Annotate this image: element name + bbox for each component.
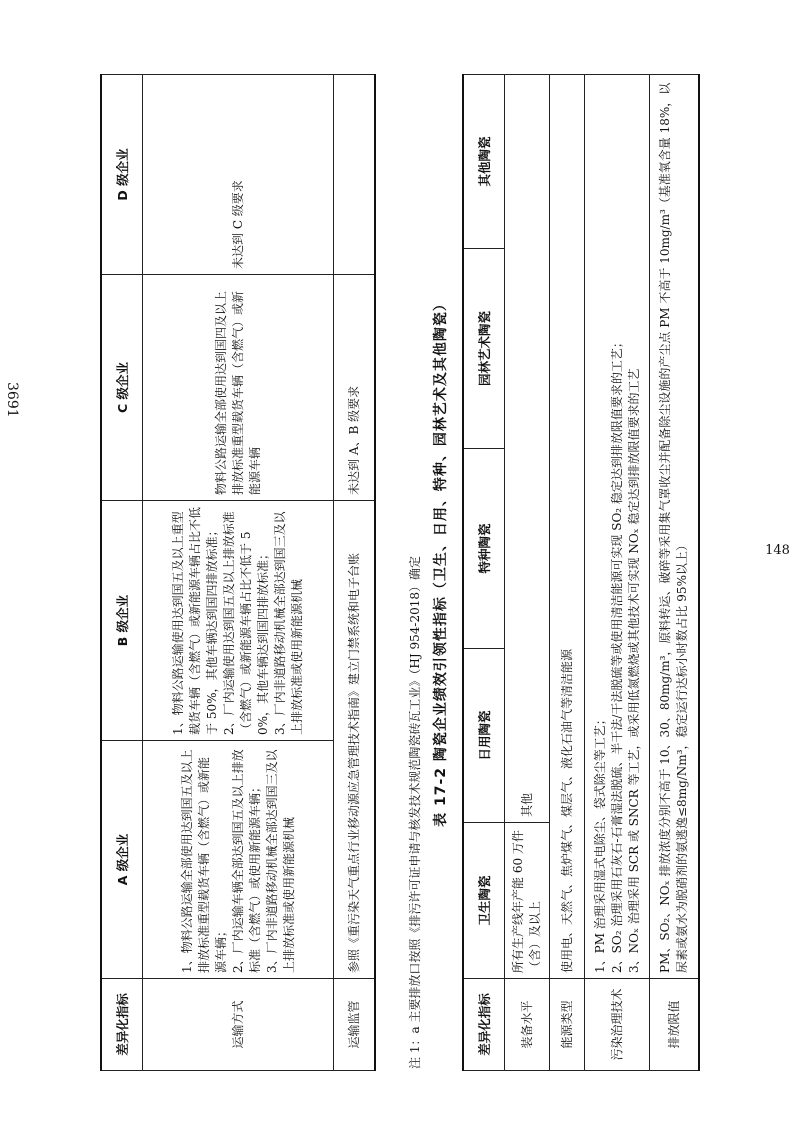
cell-c-supervision: 未达到 A、B 级要求 [334, 275, 376, 501]
table-row [650, 75, 700, 1071]
row-label-energy: 能源类型 [550, 979, 585, 1071]
table-row [334, 75, 376, 1071]
row-label-transport-mode: 运输方式 [143, 979, 334, 1071]
table1-header-c: C 级企业 [101, 275, 143, 501]
table2-header-garden: 园林艺术陶瓷 [463, 249, 505, 449]
row-label-pollution-tech: 污染治理技术 [585, 979, 650, 1071]
cell-emission-limit: PM、SO₂、NOₓ 排放浓度分别不高于 10、30、80mg/m³，原料转运、破碎等采用集气罩收尘并配备除尘设施的产尘点 PM 不高于 10mg/m³（基准氧含量 18%，以尿素或氨水为脱硝剂的氨逃逸≤8mg/Nm³，稳定运行达标小时数占比 95%以上） [650, 75, 700, 979]
table2-header-daily: 日用陶瓷 [463, 649, 505, 823]
page-number-left: 3691 [4, 382, 20, 418]
table1-note: 注 1：a 主要排放口按照《排污许可证申请与核发技术规范陶瓷砖瓦工业》（HJ 954-2018）确定 [408, 555, 422, 1069]
cell-a-transport: 1、物料公路运输全部使用达到国五及以上排放标准重型载货车辆（含燃气）或新能源车辆； 2、厂内运输车辆全部达到国五及以上排放标准（含燃气）或使用新能源车辆； 3、厂内非道路移动机械全部达到国三及以上排放标准或使用新能源机械 [143, 741, 334, 979]
table-row [505, 75, 550, 1071]
table1-header-b: B 级企业 [101, 501, 143, 741]
table1-header-d: D 级企业 [101, 75, 143, 275]
table2-title: 表 17-2 陶瓷企业绩效引领性指标（卫生、日用、特种、园林艺术及其他陶瓷） [433, 296, 449, 827]
table-leading-indicators [462, 74, 700, 1071]
table1-header-row [101, 75, 143, 1071]
table2-header-other: 其他陶瓷 [463, 75, 505, 249]
table-transport [100, 74, 376, 1071]
cell-equipment-others: 其他 [505, 75, 550, 823]
table1-header-a: A 级企业 [101, 741, 143, 979]
table-row [550, 75, 585, 1071]
cell-b-transport: 1、物料公路运输使用达到国五及以上重型载货车辆（含燃气）或新能源车辆占比不低于 50%，其他车辆达到国四排放标准； 2、厂内运输使用达到国五及以上排放标准（含燃气）或新能源车辆占比不低于 50%，其他车辆达到国四排放标准； 3、厂内非道路移动机械全部达到国三及以上排放标准或使用新能源机械 [143, 501, 334, 741]
table2-header-special: 特种陶瓷 [463, 449, 505, 649]
row-label-transport-supervision: 运输监管 [334, 979, 376, 1071]
page-number-bottom: 148 [765, 543, 790, 559]
table2-header-sanitary: 卫生陶瓷 [463, 823, 505, 979]
cell-d-supervision [334, 75, 376, 275]
cell-equipment-sanitary: 所有生产线年产能 60 万件（含）及以上 [505, 823, 550, 979]
cell-c-transport: 物料公路运输全部使用达到国四及以上排放标准重型载货车辆（含燃气）或新能源车辆 [143, 275, 334, 501]
table1-header-indicator: 差异化指标 [101, 979, 143, 1071]
table2-header-indicator: 差异化指标 [463, 979, 505, 1071]
row-label-emission-limit: 排放限值 [650, 979, 700, 1071]
table-row [585, 75, 650, 1071]
table2-header-row [463, 75, 505, 1071]
cell-pollution-tech: 1、PM 治理采用湿式电除尘、袋式除尘等工艺； 2、SO₂ 治理采用石灰石-石膏湿法脱硫、半干法/干法脱硫等或使用清洁能源可实现 SO₂ 稳定达到排放限值要求的工艺； 3、NOₓ 治理采用 SCR 或 SNCR 等工艺，或采用低氮燃烧或其他技术可实现 NOₓ 稳定达到排放限值要求的工艺 [585, 75, 650, 979]
cell-ab-supervision: 参照《重污染天气重点行业移动源应急管理技术指南》建立门禁系统和电子台账 [334, 501, 376, 979]
cell-d-transport: 未达到 C 级要求 [143, 75, 334, 275]
cell-energy: 使用电、天然气、焦炉煤气、煤层气、液化石油气等清洁能源 [550, 75, 585, 979]
row-label-equipment: 装备水平 [505, 979, 550, 1071]
table-row [143, 75, 334, 1071]
